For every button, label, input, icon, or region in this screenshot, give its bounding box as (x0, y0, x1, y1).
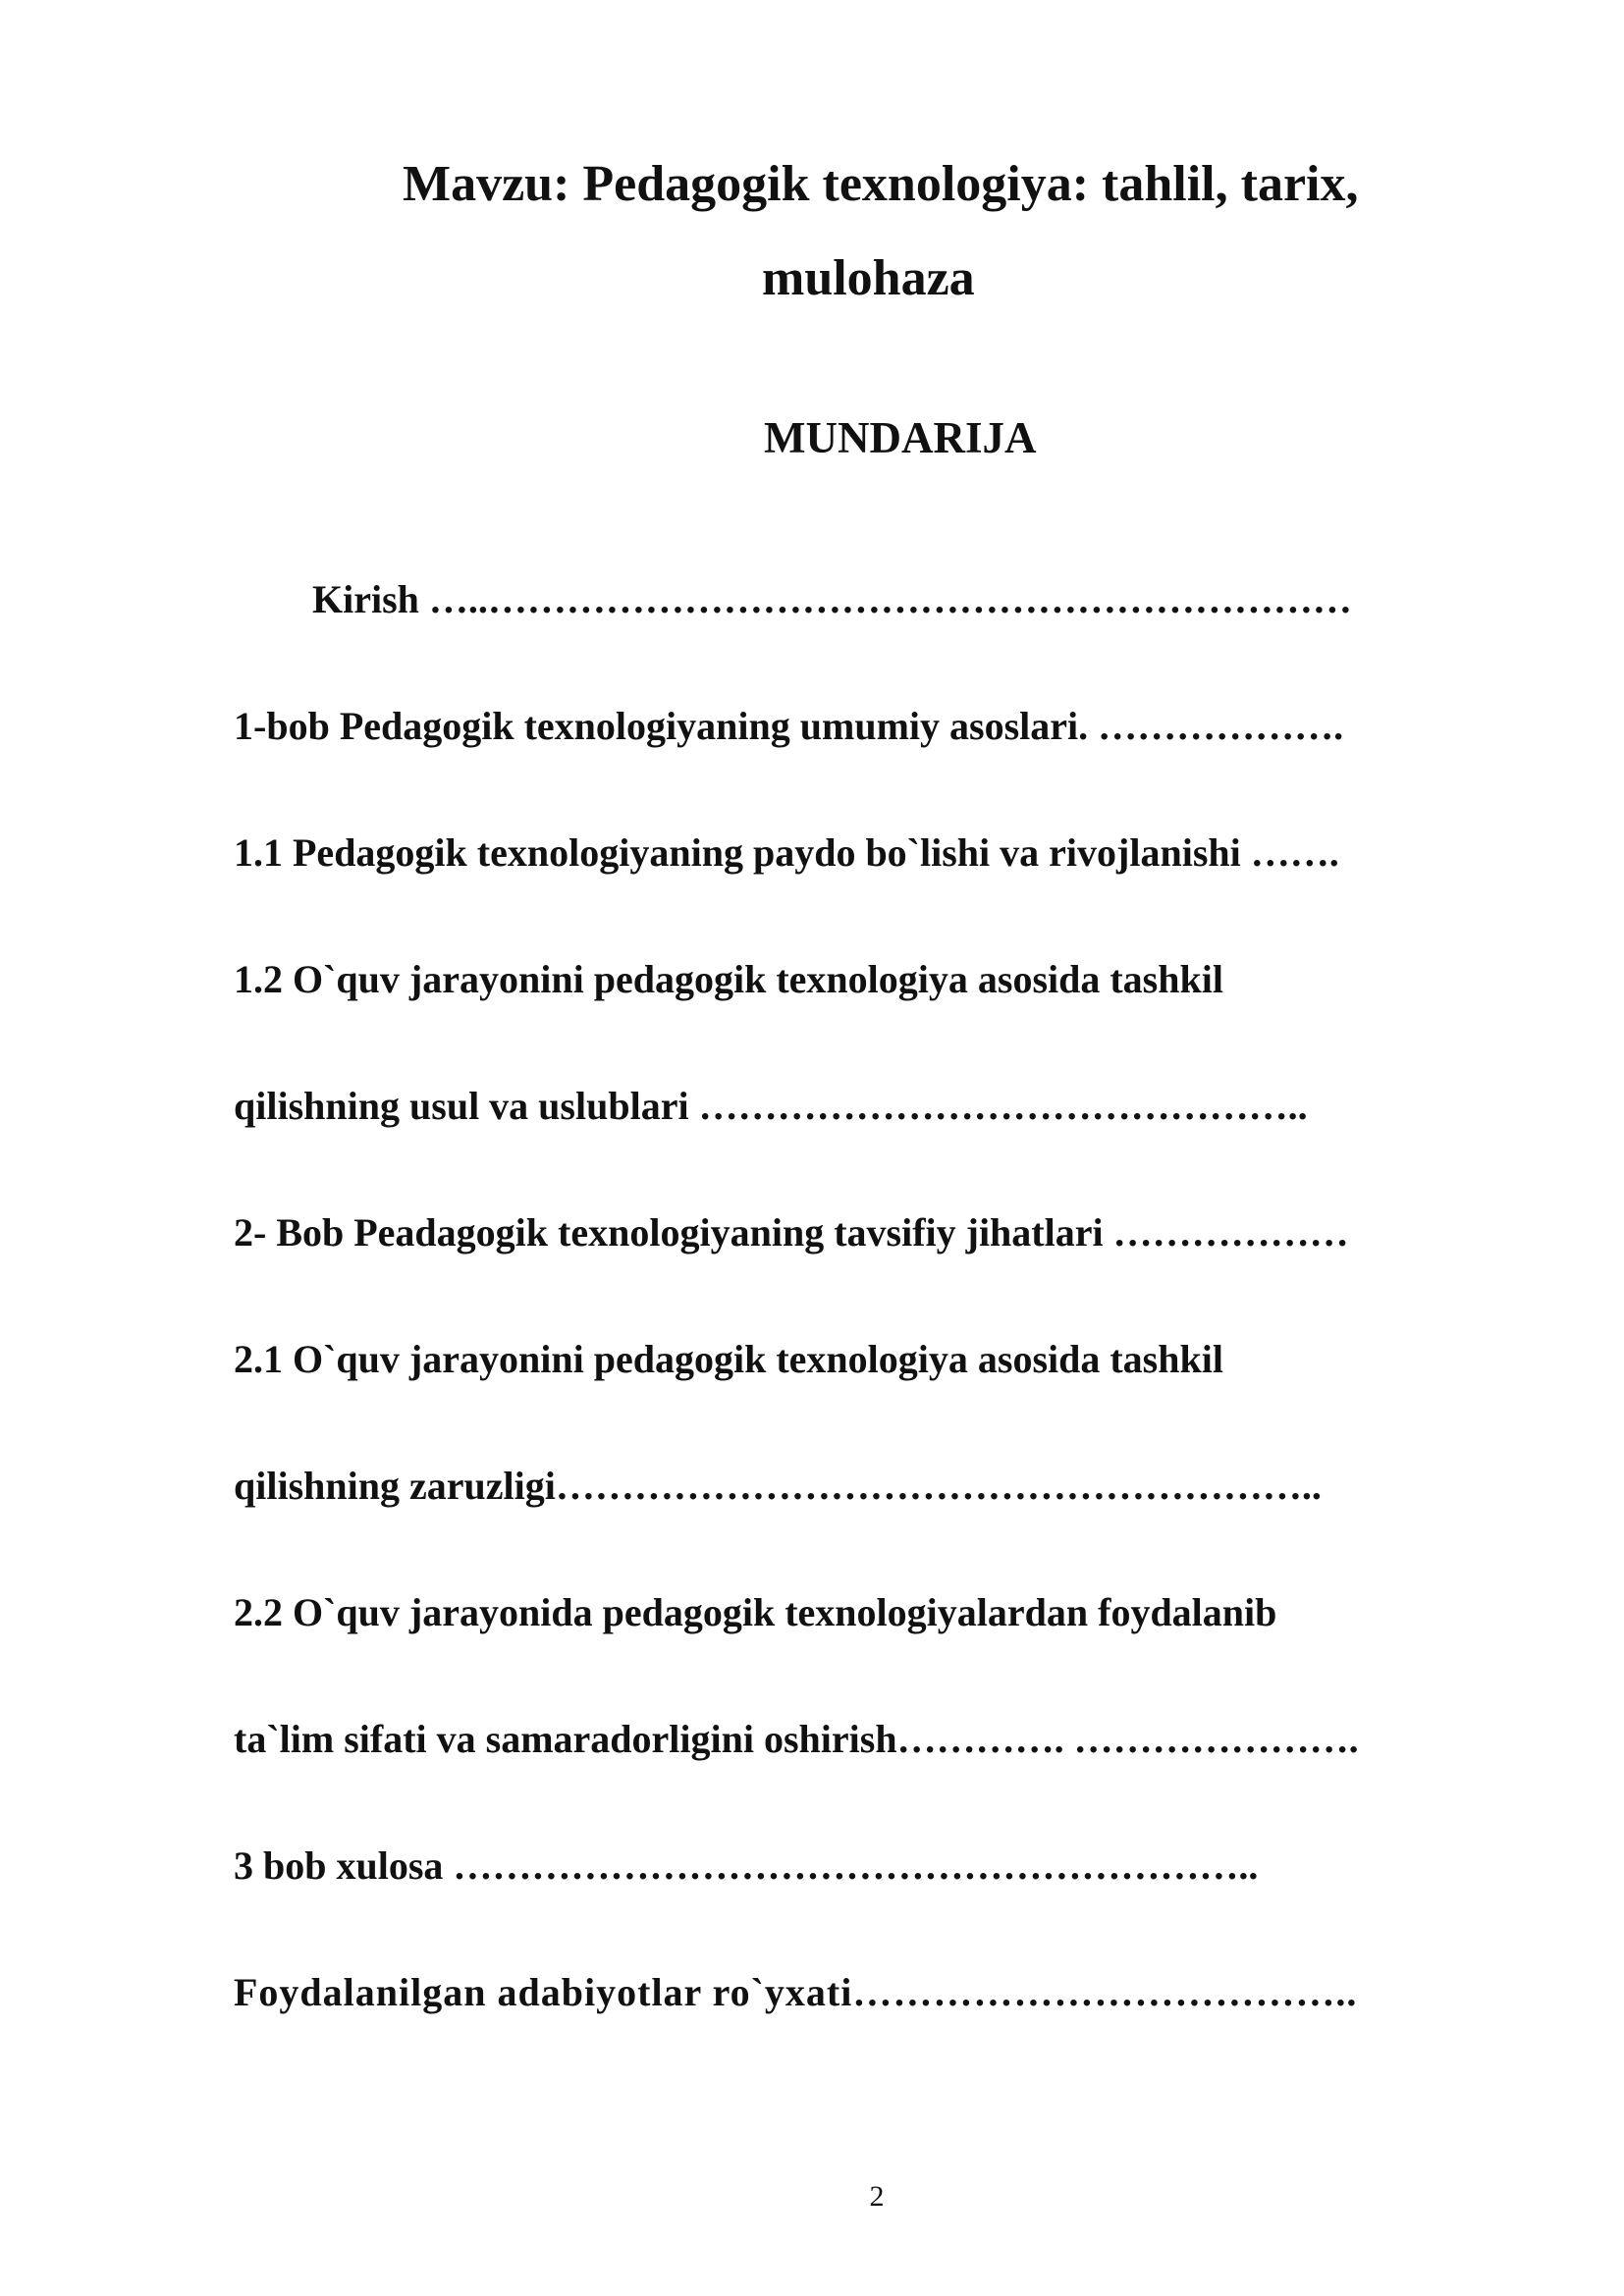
toc-heading: MUNDARIJA (764, 413, 1037, 462)
toc-entry-chapter-1: 1-bob Pedagogik texnologiyaning umumiy asoslari. ………………. (234, 704, 1344, 748)
toc-entry-kirish: Kirish …..………………………………………………………… (312, 577, 1352, 621)
toc-entry-1-2-continued: qilishning usul va uslublari ……………………………………….. (234, 1084, 1308, 1128)
toc-entry-references: Foydalanilgan adabiyotlar ro`yxati……………………………….. (234, 1970, 1358, 2014)
toc-entry-chapter-3: 3 bob xulosa …………………………………………………….. (234, 1843, 1259, 1888)
toc-entry-1-2: 1.2 O`quv jarayonini pedagogik texnologiya asosida tashkil (234, 957, 1223, 1001)
toc-entry-2-1-continued: qilishning zaruzligi………………………………………………….. (234, 1464, 1322, 1508)
page-number: 2 (869, 2180, 885, 2213)
toc-entry-1-1: 1.1 Pedagogik texnologiyaning paydo bo`lishi va rivojlanishi ……. (234, 830, 1339, 875)
toc-entry-2-2-continued: ta`lim sifati va samaradorligini oshirish…………. …………………. (234, 1717, 1359, 1761)
toc-entry-2-1: 2.1 O`quv jarayonini pedagogik texnologiya asosida tashkil (234, 1337, 1223, 1381)
title-line-2: mulohaza (762, 250, 975, 306)
toc-entry-2-2: 2.2 O`quv jarayonida pedagogik texnologiyalardan foydalanib (234, 1590, 1277, 1634)
title-line-1: Mavzu: Pedagogik texnologiya: tahlil, tarix, (403, 156, 1359, 212)
toc-entry-chapter-2: 2- Bob Peadagogik texnologiyaning tavsifiy jihatlari ……………… (234, 1210, 1349, 1255)
